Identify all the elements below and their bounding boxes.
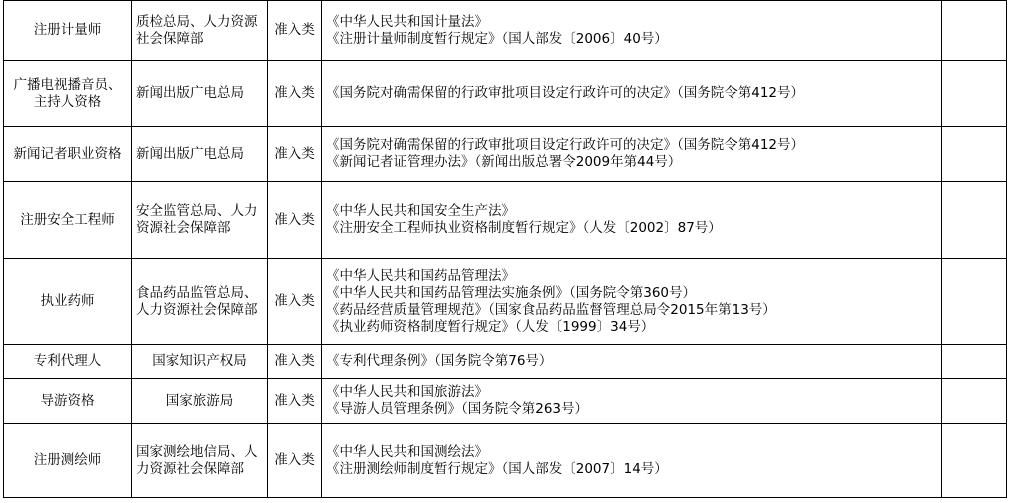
legal-basis-line: 《导游人员管理条例》（国务院令第263号） [326, 401, 589, 417]
qualification-name-cell: 广播电视播音员、主持人资格 [4, 61, 132, 127]
department-cell: 国家知识产权局 [132, 345, 268, 379]
table-row [4, 1, 1007, 61]
legal-basis-line: 《中华人民共和国药品管理法实施条例》（国务院令第360号） [326, 284, 697, 301]
qualification-name-cell: 新闻记者职业资格 [4, 127, 132, 182]
extra-cell [942, 379, 1007, 424]
legal-basis-line: 《中华人民共和国计量法》 [326, 13, 488, 30]
table-row [4, 127, 1007, 182]
legal-basis-cell [322, 424, 942, 498]
legal-basis-line: 《专利代理条例》（国务院令第76号） [326, 353, 553, 369]
qualification-name-cell: 注册安全工程师 [4, 182, 132, 259]
table-row [4, 345, 1007, 379]
legal-basis-cell [322, 379, 942, 424]
extra-cell [942, 61, 1007, 127]
category-cell: 准入类 [268, 345, 322, 379]
legal-basis-cell [322, 1, 942, 61]
extra-cell [942, 127, 1007, 182]
category-cell: 准入类 [268, 1, 322, 61]
category-cell: 准入类 [268, 259, 322, 345]
legal-basis-line: 《药品经营质量管理规范》（国家食品药品监督管理总局令2015年第13号） [326, 301, 776, 318]
qualification-name-cell: 专利代理人 [4, 345, 132, 379]
legal-basis-line: 《中华人民共和国安全生产法》 [326, 203, 515, 219]
department-cell: 国家测绘地信局、人力资源社会保障部 [132, 424, 268, 498]
legal-basis-line: 《中华人民共和国旅游法》 [326, 384, 488, 400]
legal-basis-line: 《注册测绘师制度暂行规定》（国人部发〔2007〕14号） [326, 460, 668, 477]
table-row [4, 182, 1007, 259]
category-cell: 准入类 [268, 424, 322, 498]
legal-basis-cell [322, 127, 942, 182]
department-cell: 国家旅游局 [132, 379, 268, 424]
legal-basis-line: 《注册计量师制度暂行规定》（国人部发〔2006〕40号） [326, 30, 668, 47]
category-cell: 准入类 [268, 127, 322, 182]
legal-basis-line: 《执业药师资格制度暂行规定》（人发〔1999〕34号） [326, 318, 655, 335]
legal-basis-cell [322, 345, 942, 379]
legal-basis-cell [322, 61, 942, 127]
qualification-table [3, 0, 1007, 498]
extra-cell [942, 424, 1007, 498]
legal-basis-cell [322, 182, 942, 259]
legal-basis-line: 《注册安全工程师执业资格制度暂行规定》（人发〔2002〕87号） [326, 220, 722, 236]
category-cell: 准入类 [268, 61, 322, 127]
department-cell: 新闻出版广电总局 [132, 127, 268, 182]
table-row [4, 61, 1007, 127]
department-cell: 质检总局、人力资源社会保障部 [132, 1, 268, 61]
legal-basis-line: 《新闻记者证管理办法》（新闻出版总署令2009年第44号） [326, 154, 682, 170]
legal-basis-line: 《中华人民共和国测绘法》 [326, 443, 488, 460]
qualification-name-cell: 执业药师 [4, 259, 132, 345]
extra-cell [942, 1, 1007, 61]
qualification-name-cell: 导游资格 [4, 379, 132, 424]
legal-basis-line: 《中华人民共和国药品管理法》 [326, 267, 515, 284]
extra-cell [942, 182, 1007, 259]
legal-basis-line: 《国务院对确需保留的行政审批项目设定行政许可的决定》（国务院令第412号） [326, 137, 805, 153]
legal-basis-line: 《国务院对确需保留的行政审批项目设定行政许可的决定》（国务院令第412号） [326, 85, 805, 101]
extra-cell [942, 259, 1007, 345]
qualification-name-cell: 注册测绘师 [4, 424, 132, 498]
table-row [4, 424, 1007, 498]
department-cell: 安全监管总局、人力资源社会保障部 [132, 182, 268, 259]
category-cell: 准入类 [268, 182, 322, 259]
qualification-name-cell: 注册计量师 [4, 1, 132, 61]
legal-basis-cell [322, 259, 942, 345]
category-cell: 准入类 [268, 379, 322, 424]
table-row [4, 259, 1007, 345]
department-cell: 食品药品监管总局、人力资源社会保障部 [132, 259, 268, 345]
extra-cell [942, 345, 1007, 379]
department-cell: 新闻出版广电总局 [132, 61, 268, 127]
table-row [4, 379, 1007, 424]
